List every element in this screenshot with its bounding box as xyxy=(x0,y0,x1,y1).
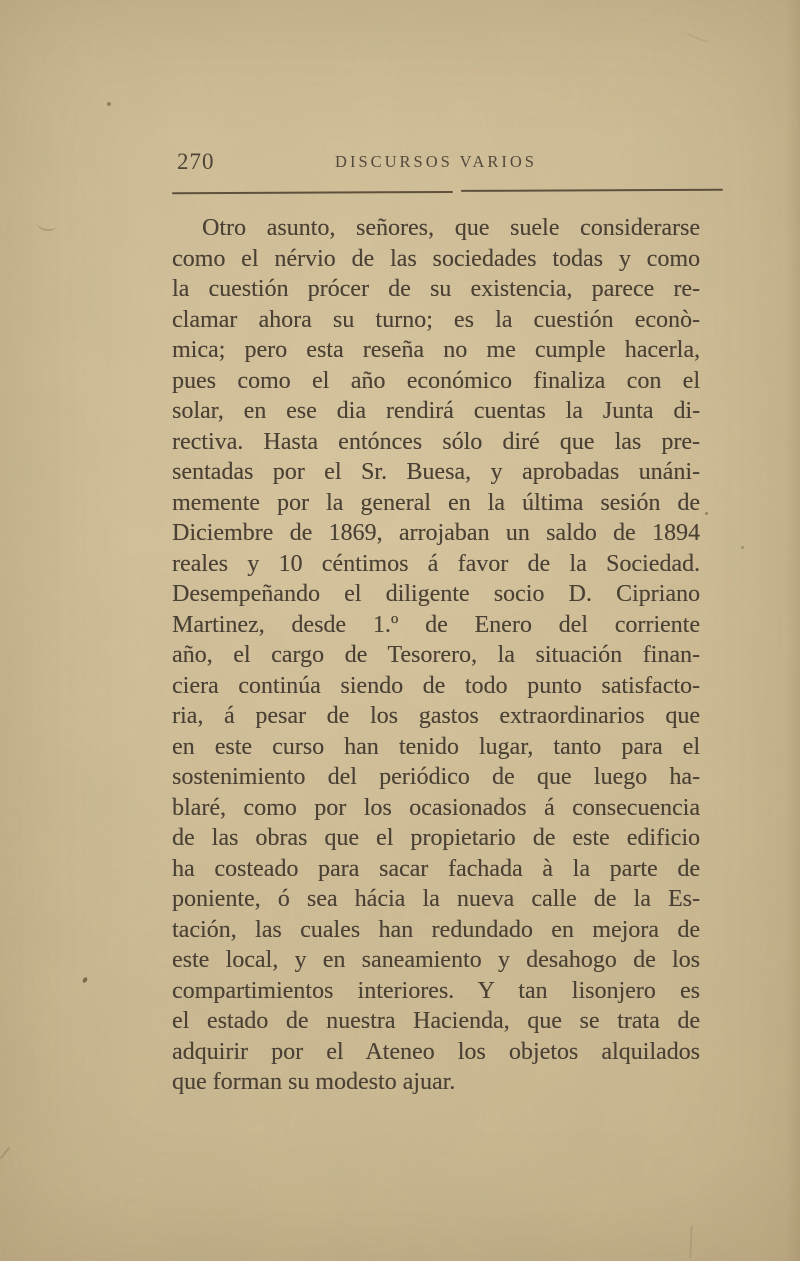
edge-scratch xyxy=(686,33,707,43)
text-line: Diciembre de 1869, arrojaban un saldo de 1894 xyxy=(172,520,700,546)
text-line: tación, las cuales han redundado en mejora de xyxy=(172,916,700,943)
text-line: ria, á pesar de los gastos extraordinarios que xyxy=(172,703,700,729)
text-line: compartimientos interiores. Y tan lisonjero es xyxy=(172,977,700,1004)
edge-scratch xyxy=(0,1147,10,1159)
paper-speck xyxy=(82,976,89,983)
text-line: memente por la general en la última sesión de xyxy=(172,489,700,516)
text-line: como el nérvio de las sociedades todas y como xyxy=(172,245,700,272)
text-line: el estado de nuestra Hacienda, que se trata de xyxy=(172,1008,700,1034)
header-rule-left-segment xyxy=(172,191,453,194)
text-line: solar, en ese dia rendirá cuentas la Junta di- xyxy=(172,398,700,424)
text-line: rectiva. Hasta entónces sólo diré que las pre- xyxy=(172,428,700,455)
text-line: pues como el año económico finaliza con el xyxy=(172,367,700,394)
header-rule-right-segment xyxy=(461,189,723,192)
text-line: ciera continúa siendo de todo punto satisfacto- xyxy=(172,672,700,699)
text-line: la cuestión prócer de su existencia, parece re- xyxy=(172,276,700,302)
text-line: reales y 10 céntimos á favor de la Sociedad. xyxy=(172,550,700,577)
text-line: clamar ahora su turno; es la cuestión econò- xyxy=(172,306,700,333)
paper-speck xyxy=(705,512,708,515)
running-title: DISCURSOS VARIOS xyxy=(335,152,537,171)
page-number: 270 xyxy=(177,149,215,174)
text-line: en este curso han tenido lugar, tanto para el xyxy=(172,733,700,760)
text-line: adquirir por el Ateneo los objetos alquilados xyxy=(172,1038,700,1065)
text-line: poniente, ó sea hácia la nueva calle de la Es- xyxy=(172,886,700,912)
page-edge-shading xyxy=(786,0,800,1261)
text-line: sentadas por el Sr. Buesa, y aprobadas unáni- xyxy=(172,459,700,485)
text-line: blaré, como por los ocasionados á consecuencia xyxy=(172,794,700,821)
paper-speck xyxy=(741,546,744,549)
text-line: este local, y en saneamiento y desahogo de los xyxy=(172,947,700,973)
paper-speck xyxy=(107,102,111,106)
text-line: Desempeñando el diligente socio D. Cipriano xyxy=(172,581,700,607)
edge-scratch xyxy=(689,1226,692,1258)
text-line: Otro asunto, señores, que suele considerarse xyxy=(202,215,700,241)
page-header xyxy=(172,149,700,177)
header-rule xyxy=(170,189,725,195)
paragraph xyxy=(172,213,700,1098)
text-line: de las obras que el propietario de este edificio xyxy=(172,825,700,851)
text-line: Martinez, desde 1.º de Enero del corriente xyxy=(172,611,700,638)
text-line: ha costeado para sacar fachada à la parte de xyxy=(172,855,700,882)
text-line: mica; pero esta reseña no me cumple hacerla, xyxy=(172,337,700,363)
text-line: año, el cargo de Tesorero, la situación finan- xyxy=(172,642,700,668)
margin-pen-mark xyxy=(36,215,58,232)
text-line: que forman su modesto ajuar. xyxy=(172,1069,456,1095)
text-line: sostenimiento del periódico de que luego ha- xyxy=(172,764,700,790)
